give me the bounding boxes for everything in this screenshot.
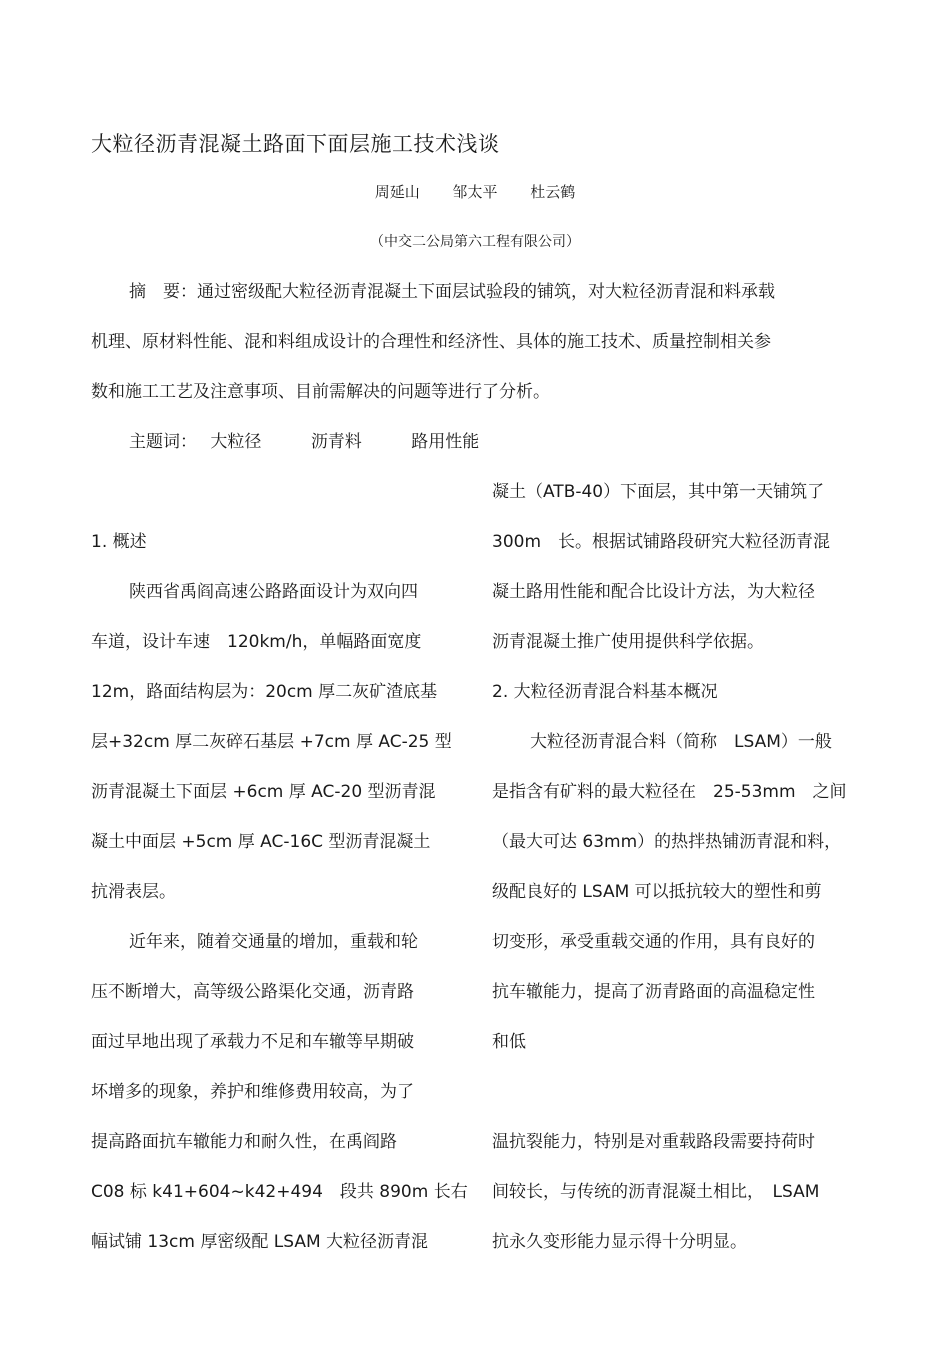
keyword: 大粒径 <box>210 432 262 452</box>
body-line: 凝土中面层 +5cm 厚 AC-16C 型沥青混凝土 <box>91 832 431 852</box>
body-line: 车道，设计车速 120km/h，单幅路面宽度 <box>91 632 422 652</box>
body-line: 提高路面抗车辙能力和耐久性，在禹阎路 <box>91 1132 397 1152</box>
body-line: 沥青混凝土推广使用提供科学依据。 <box>492 632 764 652</box>
body-line: 抗永久变形能力显示得十分明显。 <box>492 1232 747 1252</box>
author-name: 周延山 <box>374 183 420 201</box>
body-line: 温抗裂能力，特别是对重载路段需要持荷时 <box>492 1132 815 1152</box>
body-line: 面过早地出现了承载力不足和车辙等早期破 <box>91 1032 414 1052</box>
section-heading: 2. 大粒径沥青混合料基本概况 <box>492 682 718 702</box>
body-line: 凝土路用性能和配合比设计方法，为大粒径 <box>492 582 815 602</box>
body-line: C08 标 k41+604~k42+494 段共 890m 长右 <box>91 1182 468 1202</box>
body-line: 大粒径沥青混合料（简称 LSAM）一般 <box>530 732 832 752</box>
abstract-line: 数和施工工艺及注意事项、目前需解决的问题等进行了分析。 <box>91 382 550 402</box>
body-line: 压不断增大，高等级公路渠化交通，沥青路 <box>91 982 414 1002</box>
body-line: 近年来，随着交通量的增加，重载和轮 <box>129 932 418 952</box>
body-line: 级配良好的 LSAM 可以抵抗较大的塑性和剪 <box>492 882 822 902</box>
body-line: 和低 <box>492 1032 526 1052</box>
author-list <box>0 181 950 202</box>
body-line: 抗滑表层。 <box>91 882 176 902</box>
body-line: 层+32cm 厚二灰碎石基层 +7cm 厚 AC-25 型 <box>91 732 452 752</box>
body-line: 凝土（ATB-40）下面层，其中第一天铺筑了 <box>492 482 825 502</box>
body-line: （最大可达 63mm）的热拌热铺沥青混和料， <box>492 832 842 852</box>
keywords <box>129 430 479 454</box>
abstract-line: 机理、原材料性能、混和料组成设计的合理性和经济性、具体的施工技术、质量控制相关参 <box>91 332 771 352</box>
author-name: 邹太平 <box>452 183 498 201</box>
keyword: 路用性能 <box>411 432 480 452</box>
keyword: 沥青料 <box>310 432 362 452</box>
keywords-label: 主题词： <box>129 432 197 452</box>
body-line: 幅试铺 13cm 厚密级配 LSAM 大粒径沥青混 <box>91 1232 429 1252</box>
body-line: 切变形，承受重载交通的作用，具有良好的 <box>492 932 815 952</box>
body-line: 陕西省禹阎高速公路路面设计为双向四 <box>129 582 418 602</box>
abstract-line: 摘 要：通过密级配大粒径沥青混凝土下面层试验段的铺筑，对大粒径沥青混和料承载 <box>129 282 775 302</box>
body-line: 抗车辙能力，提高了沥青路面的高温稳定性 <box>492 982 815 1002</box>
body-line: 300m 长。根据试铺路段研究大粒径沥青混 <box>492 532 831 552</box>
body-line: 间较长，与传统的沥青混凝土相比， LSAM <box>492 1182 820 1202</box>
body-line: 是指含有矿料的最大粒径在 25-53mm 之间 <box>492 782 847 802</box>
paper-title: 大粒径沥青混凝土路面下面层施工技术浅谈 <box>91 132 500 156</box>
affiliation: （中交二公局第六工程有限公司） <box>370 234 580 250</box>
section-heading: 1. 概述 <box>91 532 147 552</box>
body-line: 坏增多的现象，养护和维修费用较高，为了 <box>91 1082 414 1102</box>
body-line: 沥青混凝土下面层 +6cm 厚 AC-20 型沥青混 <box>91 782 436 802</box>
body-line: 12m，路面结构层为：20cm 厚二灰矿渣底基 <box>91 682 438 702</box>
author-name: 杜云鹤 <box>530 183 576 201</box>
